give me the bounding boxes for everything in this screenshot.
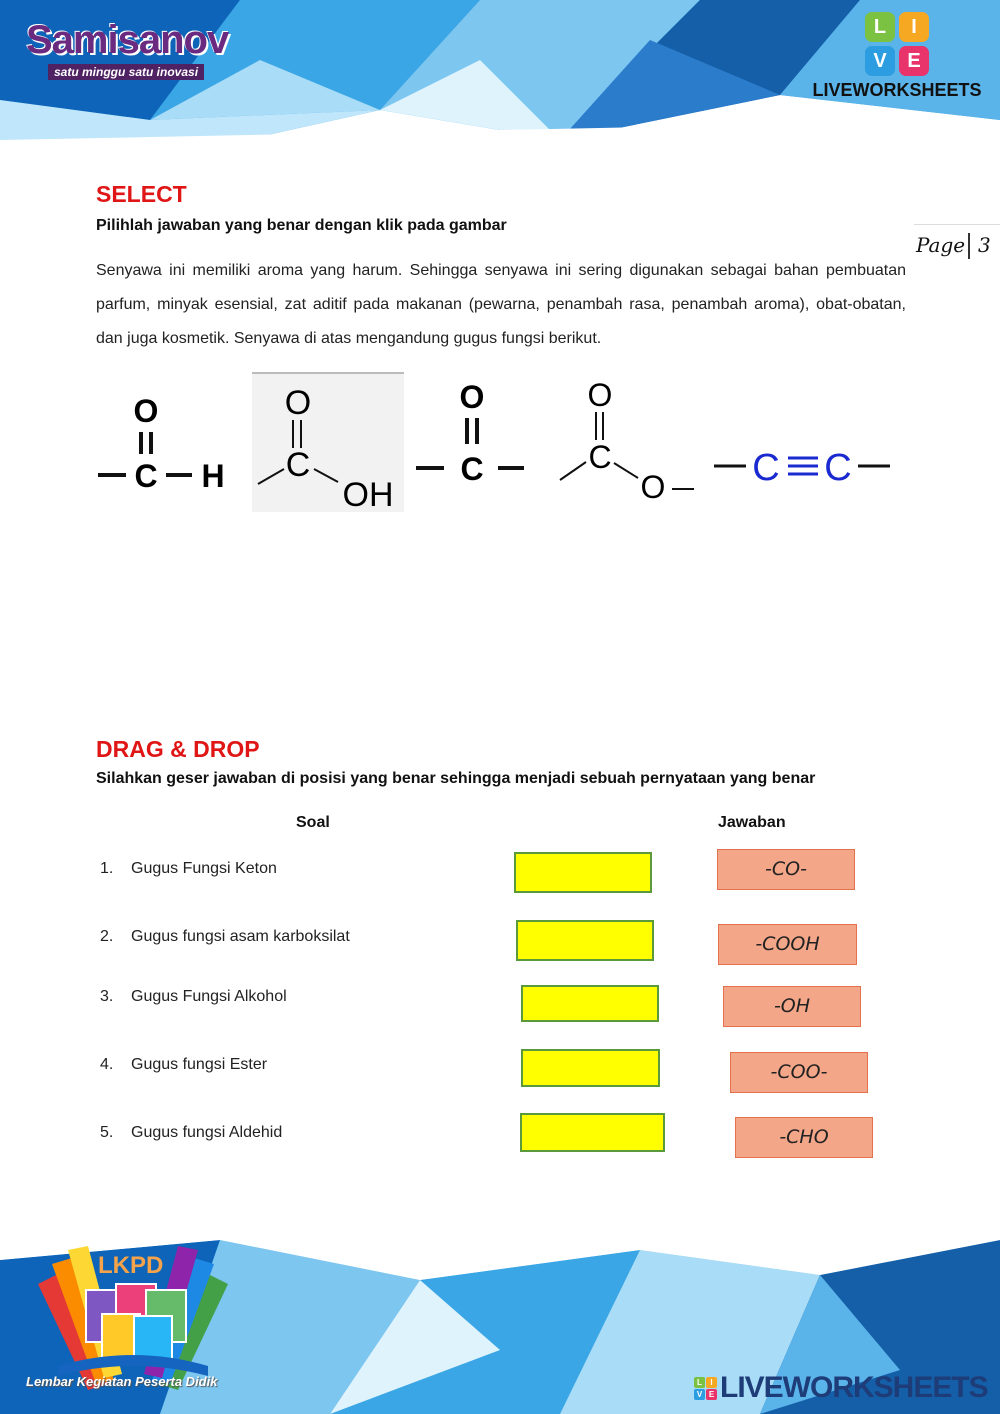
option-ester[interactable] [556, 372, 698, 512]
brand-tagline: satu minggu satu inovasi [48, 64, 204, 80]
atom-o-ester: O [640, 469, 666, 505]
question-3: 3. Gugus Fungsi Alkohol [100, 988, 287, 1005]
answer-chip-cooh[interactable]: -COOH [718, 924, 857, 965]
liveworksheets-footer-icon: L I V E [694, 1377, 717, 1400]
page-divider [968, 233, 970, 259]
answer-chip-co[interactable]: -CO- [717, 849, 855, 890]
drop-zone-5[interactable] [520, 1113, 665, 1152]
drop-zone-4[interactable] [521, 1049, 660, 1087]
liveworksheets-logo [812, 12, 982, 101]
question-2: 2. Gugus fungsi asam karboksilat [100, 928, 350, 945]
atom-o: O [459, 379, 485, 415]
brand-name: Samisanov [26, 18, 229, 62]
page-indicator [914, 224, 1000, 264]
liveworksheets-icon: L I V E [865, 12, 929, 76]
option-aldehyde[interactable] [96, 372, 231, 512]
atom-c: C [134, 458, 158, 494]
atom-o: O [284, 384, 312, 422]
drop-zone-3[interactable] [521, 985, 659, 1022]
atom-c: C [588, 439, 612, 475]
lkpd-subtitle: Lembar Kegiatan Peserta Didik [26, 1374, 218, 1389]
option-ketone[interactable] [414, 372, 534, 512]
atom-o: O [133, 393, 159, 429]
question-5: 5. Gugus fungsi Aldehid [100, 1124, 283, 1141]
select-instruction: Pilihlah jawaban yang benar dengan klik pada gambar [96, 217, 507, 234]
atom-o: O [587, 377, 613, 413]
atom-h: H [201, 458, 225, 494]
jawaban-header: Jawaban [718, 814, 786, 831]
soal-header: Soal [296, 814, 330, 831]
brand-logo [26, 18, 228, 81]
answer-chip-cho[interactable]: -CHO [735, 1117, 873, 1158]
atom-c: C [460, 451, 484, 487]
page-number: 3 [978, 233, 991, 257]
atom-c-2: C [824, 447, 852, 489]
question-4: 4. Gugus fungsi Ester [100, 1056, 268, 1073]
option-alkyne[interactable] [712, 372, 894, 512]
answer-chip-oh[interactable]: -OH [723, 986, 861, 1027]
liveworksheets-wordmark: LIVEWORKSHEETS [812, 80, 982, 100]
lkpd-title: LKPD [98, 1252, 164, 1279]
question-1: 1. Gugus Fungsi Keton [100, 860, 277, 877]
option-carboxylic-acid[interactable] [252, 372, 404, 512]
atom-oh: OH [342, 476, 394, 512]
page-label: Page [916, 233, 966, 257]
drop-zone-2[interactable] [516, 920, 654, 961]
atom-c: C [752, 447, 780, 489]
atom-c: C [285, 446, 311, 484]
select-title: SELECT [96, 181, 187, 207]
liveworksheets-footer-wordmark: LIVEWORKSHEETS [720, 1371, 988, 1404]
drop-zone-1[interactable] [514, 852, 652, 893]
answer-chip-coo[interactable]: -COO- [730, 1052, 868, 1093]
dragdrop-title: DRAG & DROP [96, 736, 260, 762]
dragdrop-instruction: Silahkan geser jawaban di posisi yang benar sehingga menjadi sebuah pernyataan yang benar [96, 770, 816, 787]
select-paragraph: Senyawa ini memiliki aroma yang harum. Sehingga senyawa ini sering digunakan sebagai bahan pembuatan parfum, minyak esensial, zat aditif pada makanan (pewarna, penambah rasa, penambah aroma), obat-obatan, dan juga kosmetik. Senyawa di atas mengandung gugus fungsi berikut. [96, 262, 906, 347]
